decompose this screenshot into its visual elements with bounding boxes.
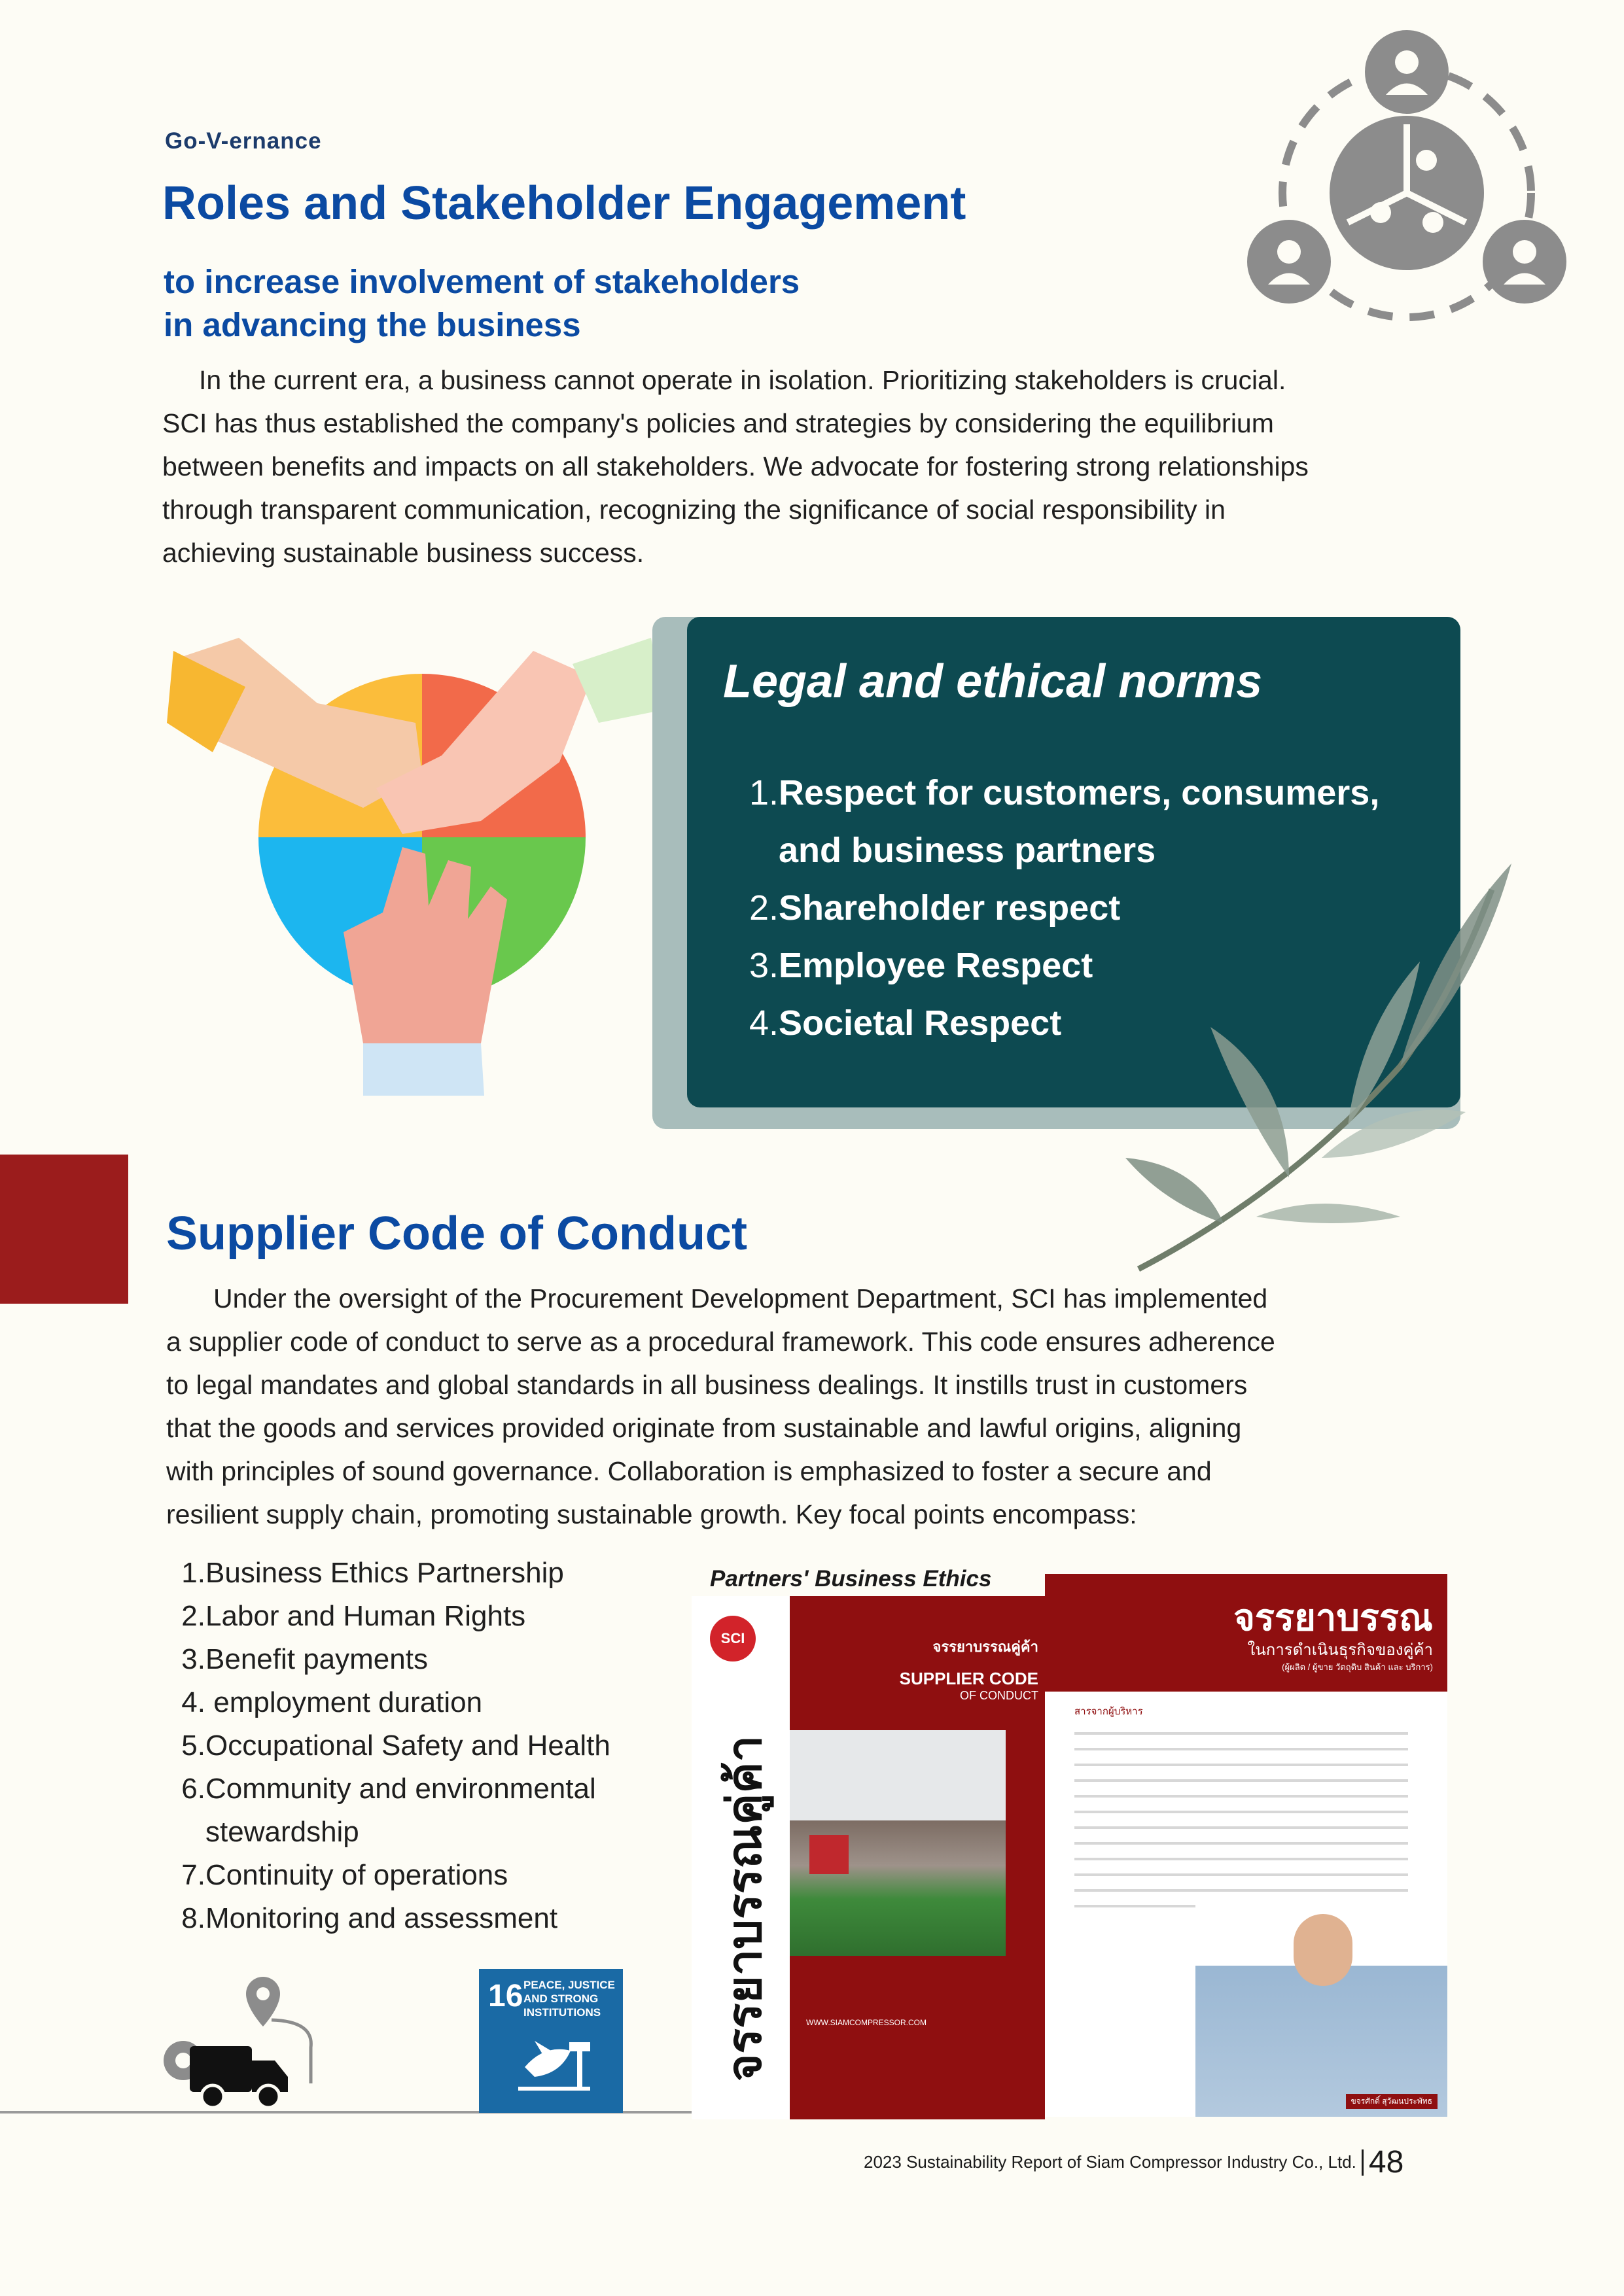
page-title: Roles and Stakeholder Engagement — [162, 177, 966, 230]
list-item: 1. Business Ethics Partnership — [181, 1557, 564, 1589]
page-number: 48 — [1368, 2145, 1404, 2180]
list-item: 2. Shareholder respect — [749, 888, 1121, 928]
brochure-right-header: จรรยาบรรณ ในการดำเนินธุรกิจของคู่ค้า (ผู้ผลิต / ผู้ขาย วัตถุดิบ สินค้า และ บริการ) — [1045, 1574, 1447, 1692]
page-footer: 2023 Sustainability Report of Siam Compressor Industry Co., Ltd. 48 — [864, 2145, 1404, 2180]
footer-separator — [1362, 2149, 1364, 2176]
list-item: 1. Respect for customers, consumers, and business partners — [749, 773, 1380, 870]
brochure-page-right: จรรยาบรรณ ในการดำเนินธุรกิจของคู่ค้า (ผู้ผลิต / ผู้ขาย วัตถุดิบ สินค้า และ บริการ) สารจากผู้บริหาร ขจรศักดิ์ สุวัฒนประพัทธ — [1045, 1574, 1447, 2117]
list-item: 3. Benefit payments — [181, 1643, 428, 1675]
sci-logo: SCI — [710, 1616, 756, 1661]
brochure-cover-left — [692, 1596, 1045, 2119]
supplier-paragraph: Under the oversight of the Procurement Development Department, SCI has implemented a supplier code of conduct to serve as a procedural framework. This code ensures adherence to legal mandates and global standards in all business dealings. It instills trust in customers that the goods and services provided originate from sustainable and lawful origins, aligning with principles of sound governance. Collaboration is emphasized to foster a secure and resilient supply chain, promoting sustainable growth. Key focal points encompass: — [166, 1283, 1275, 1529]
brochure-vertical-title: จรรยาบรรณคู่ค้า — [718, 1735, 771, 2081]
list-item: 8. Monitoring and assessment — [181, 1902, 558, 1934]
brochure-left-label: จรรยาบรรณคู่ค้า SUPPLIER CODE OF CONDUCT — [899, 1639, 1038, 1702]
brochure-caption: Partners' Business Ethics — [710, 1566, 992, 1592]
list-item: 4. employment duration — [181, 1686, 483, 1718]
list-item: 5. Occupational Safety and Health — [181, 1730, 610, 1762]
brochure-text-placeholder — [1074, 1724, 1408, 1914]
section-title-supplier: Supplier Code of Conduct — [166, 1208, 747, 1260]
dove-gavel-icon — [479, 1969, 623, 2113]
section-accent-bar — [0, 1155, 128, 1304]
stakeholder-network-icon — [1243, 26, 1570, 334]
leaf-branch-illustration — [1125, 850, 1518, 1282]
page-subtitle: to increase involvement of stakeholders in advancing the business — [164, 263, 800, 343]
brochure-website: WWW.SIAMCOMPRESSOR.COM — [806, 2018, 927, 2027]
list-item: 4. Societal Respect — [749, 1003, 1062, 1043]
sdg16-badge: 16 PEACE, JUSTICE AND STRONG INSTITUTIONS — [479, 1969, 623, 2113]
list-item: 2. Labor and Human Rights — [181, 1600, 526, 1632]
supplier-focal-points-list — [168, 1552, 610, 1940]
list-item: 3. Employee Respect — [749, 946, 1093, 985]
legal-box-heading: Legal and ethical norms — [723, 655, 1263, 708]
brochure-building-photo — [790, 1730, 1006, 1956]
intro-paragraph: In the current era, a business cannot operate in isolation. Prioritizing stakeholders is crucial. SCI has thus established the company's policies and strategies by considering the equilibrium between benefits and impacts on all stakeholders. We advocate for fostering strong relationships through transparent communication, recognizing the significance of social responsibility in achieving sustainable business success. — [162, 365, 1309, 568]
executive-photo — [1195, 1901, 1447, 2117]
governance-logo: Go-V-ernance — [165, 128, 322, 154]
list-item: 6. Community and environmental stewardship — [181, 1773, 596, 1848]
hands-globe-illustration — [167, 638, 664, 1135]
list-item: 7. Continuity of operations — [181, 1859, 508, 1891]
delivery-truck-icon — [157, 1962, 327, 2110]
